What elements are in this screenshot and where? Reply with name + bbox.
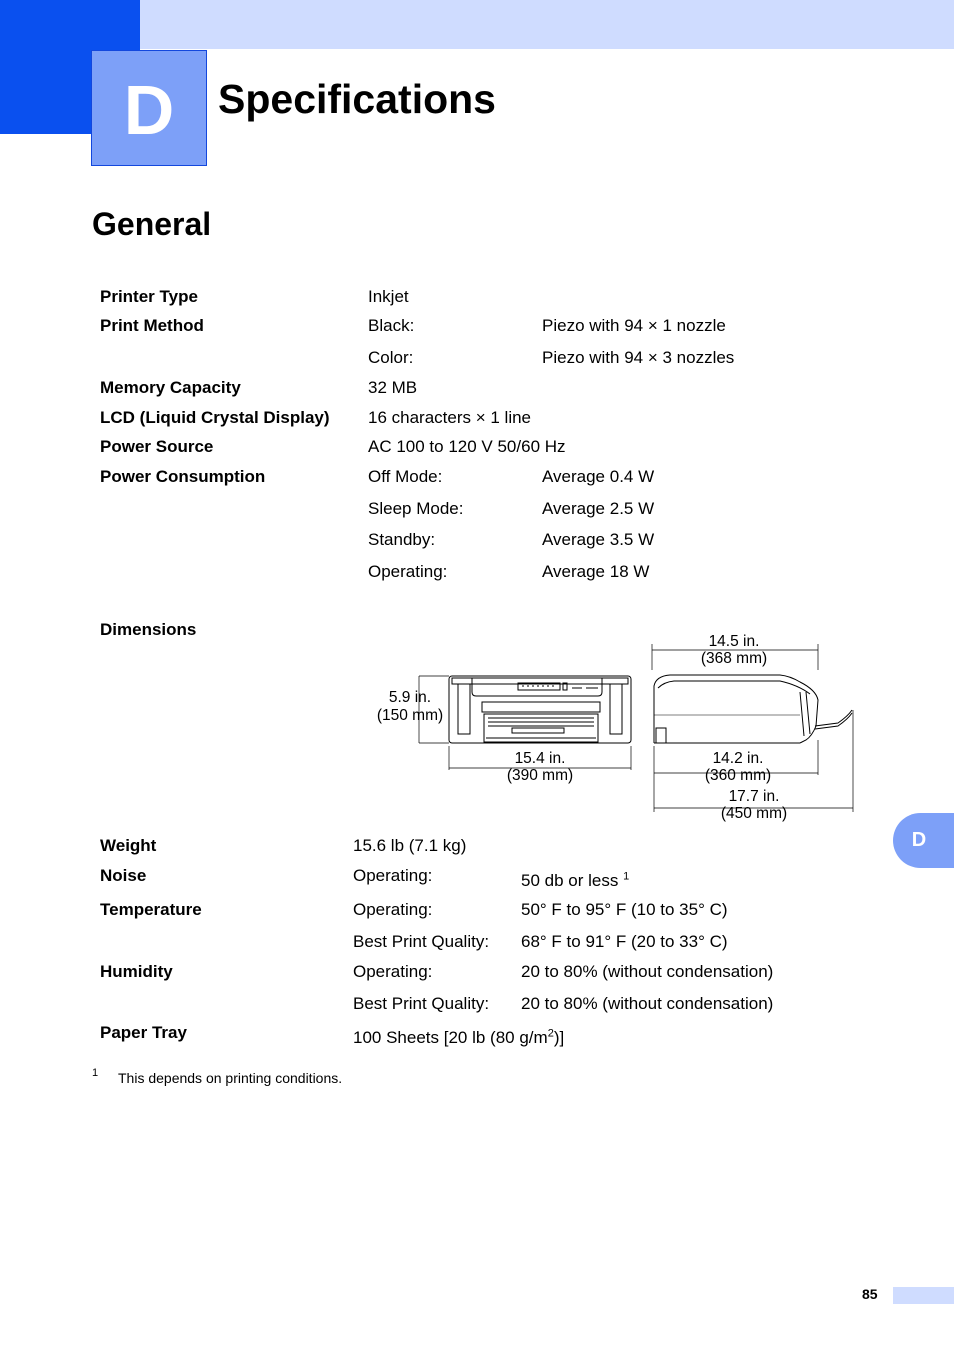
footnote-text: This depends on printing conditions.	[118, 1070, 343, 1086]
spec-label-dimensions: Dimensions	[100, 620, 197, 639]
spec-value-power-source: AC 100 to 120 V 50/60 Hz	[368, 437, 566, 456]
paper-tray-text-end: )]	[553, 1028, 565, 1047]
spec-label-power-source: Power Source	[100, 437, 214, 456]
spec-label-paper-tray: Paper Tray	[100, 1023, 187, 1042]
spec-label-noise: Noise	[100, 866, 147, 885]
dim-max-depth-in: 17.7 in.	[728, 788, 780, 805]
dim-width-in: 15.4 in.	[514, 750, 566, 767]
noise-mode-label: Operating:	[353, 866, 433, 885]
noise-value	[521, 871, 629, 891]
spec-value-lcd: 16 characters × 1 line	[368, 408, 532, 427]
spec-label-temperature: Temperature	[100, 900, 202, 919]
chapter-side-tab-letter: D	[911, 829, 927, 851]
print-method-black-value: Piezo with 94 × 1 nozzle	[542, 316, 726, 335]
spec-value-memory: 32 MB	[368, 378, 418, 397]
print-method-color-label: Color:	[368, 348, 414, 367]
spec-value-printer-type: Inkjet	[368, 287, 409, 306]
chapter-letter: D	[123, 71, 175, 149]
page-number: 85	[862, 1286, 878, 1302]
dim-height-in: 5.9 in.	[388, 689, 432, 706]
spec-label-lcd: LCD (Liquid Crystal Display)	[100, 408, 330, 427]
dim-height-mm: (150 mm)	[376, 707, 444, 724]
temperature-best-value: 68° F to 91° F (20 to 33° C)	[521, 932, 728, 951]
humidity-operating-label: Operating:	[353, 962, 433, 981]
temperature-operating-value: 50° F to 95° F (10 to 35° C)	[521, 900, 728, 919]
print-method-color-value: Piezo with 94 × 3 nozzles	[542, 348, 735, 367]
page-number-bar	[893, 1287, 954, 1304]
printer-side-view	[654, 675, 852, 743]
dim-top-depth-in: 14.5 in.	[708, 633, 760, 650]
dim-top-depth-mm: (368 mm)	[700, 650, 768, 667]
power-mode-value: Average 18 W	[542, 562, 650, 581]
spec-label-memory: Memory Capacity	[100, 378, 241, 397]
dim-width-mm: (390 mm)	[506, 767, 574, 784]
chapter-title: Specifications	[218, 76, 496, 122]
spec-label-printer-type: Printer Type	[100, 287, 198, 306]
noise-value-text: 50 db or less	[521, 871, 619, 890]
power-mode-value: Average 0.4 W	[542, 467, 655, 486]
footnote-ref: 1	[623, 870, 630, 883]
power-mode-label: Sleep Mode:	[368, 499, 464, 518]
dim-depth-in: 14.2 in.	[712, 750, 764, 767]
power-mode-label: Standby:	[368, 530, 436, 549]
power-mode-value: Average 2.5 W	[542, 499, 655, 518]
humidity-best-label: Best Print Quality:	[353, 994, 490, 1013]
temperature-best-label: Best Print Quality:	[353, 932, 490, 951]
spec-value-weight: 15.6 lb (7.1 kg)	[353, 836, 467, 855]
print-method-black-label: Black:	[368, 316, 415, 335]
footnote-number: 1	[92, 1067, 99, 1079]
section-title: General	[92, 206, 212, 242]
dim-max-depth-mm: (450 mm)	[720, 805, 788, 822]
power-mode-label: Operating:	[368, 562, 448, 581]
power-mode-label: Off Mode:	[368, 467, 443, 486]
spec-label-print-method: Print Method	[100, 316, 204, 335]
printer-front-view	[449, 676, 631, 743]
paper-tray-superscript: 2	[547, 1027, 554, 1040]
temperature-operating-label: Operating:	[353, 900, 433, 919]
humidity-best-value: 20 to 80% (without condensation)	[521, 994, 774, 1013]
power-mode-value: Average 3.5 W	[542, 530, 655, 549]
spec-value-paper-tray	[353, 1028, 564, 1048]
paper-tray-text: 100 Sheets [20 lb (80 g/m	[353, 1028, 548, 1047]
header-band	[0, 0, 954, 49]
dim-depth-mm: (360 mm)	[704, 767, 772, 784]
spec-label-humidity: Humidity	[100, 962, 173, 981]
spec-label-power-consumption: Power Consumption	[100, 467, 266, 486]
spec-label-weight: Weight	[100, 836, 157, 855]
humidity-operating-value: 20 to 80% (without condensation)	[521, 962, 774, 981]
